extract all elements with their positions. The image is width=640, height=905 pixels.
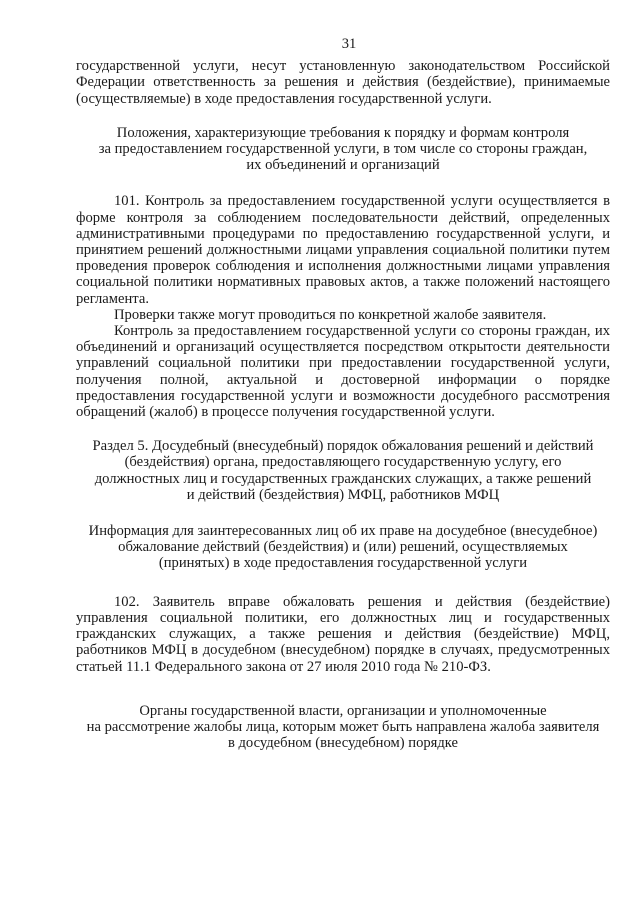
- heading-information-rights: [76, 523, 610, 572]
- heading-line: в досудебном (внесудебном) порядке: [227, 735, 459, 752]
- heading-authorities: [76, 703, 610, 752]
- heading-line: Раздел 5. Досудебный (внесудебный) порядок обжалования решений и действий: [92, 438, 594, 455]
- paragraph-101: 101. Контроль за предоставлением государственной услуги осуществляется в форме контроля за соблюдением последовательности действий, определенных административными процедурами по предоставлению государственной услуги, и принятием решений должностными лицами управления социальной политики путем проведения проверок соблюдения и исполнения должностными лицами управления социальной политики нормативных правовых актов, а также положений настоящего регламента.: [76, 193, 610, 307]
- paragraph-checks: Проверки также могут проводиться по конкретной жалобе заявителя.: [114, 306, 547, 323]
- heading-line: и действий (бездействия) МФЦ, работников МФЦ: [186, 486, 500, 503]
- document-page: [76, 36, 610, 751]
- paragraph-citizen-control: Контроль за предоставлением государственной услуги со стороны граждан, их объединений и организаций осуществляется посредством открытости деятельности управлений социальной политики при предоставлении государственной услуги, получения полной, актуальной и достоверной информации о порядке предоставления государственной услуги и возможности досудебного рассмотрения обращений (жалоб) в процессе получения государственной услуги.: [76, 323, 610, 421]
- heading-line: (принятых) в ходе предоставления государственной услуги: [158, 555, 528, 572]
- heading-line: должностных лиц и государственных гражданских служащих, а также решений: [94, 470, 592, 487]
- heading-control-provisions: [76, 125, 610, 174]
- heading-section-5: [76, 438, 610, 503]
- heading-line: Информация для заинтересованных лиц об их праве на досудебное (внесудебное): [88, 523, 598, 540]
- paragraph-102: 102. Заявитель вправе обжаловать решения и действия (бездействие) управления социальной политики, его должностных лиц и государственных гражданских служащих, а также решения и действия (бездействие) МФЦ, работников МФЦ в досудебном (внесудебном) порядке в случаях, предусмотренных статьей 11.1 Федерального закона от 27 июля 2010 года № 210-ФЗ.: [76, 593, 610, 675]
- heading-line: Положения, характеризующие требования к порядку и формам контроля: [116, 124, 570, 141]
- heading-line: обжалование действий (бездействия) и (или) решений, осуществляемых: [118, 539, 568, 556]
- heading-line: за предоставлением государственной услуги, в том числе со стороны граждан,: [98, 141, 588, 158]
- heading-line: Органы государственной власти, организации и уполномоченные: [139, 702, 547, 719]
- heading-line: на рассмотрение жалобы лица, которым может быть направлена жалоба заявителя: [86, 718, 600, 735]
- heading-line: (бездействия) органа, предоставляющего государственную услугу, его: [124, 454, 562, 471]
- continuation-paragraph: государственной услуги, несут установленную законодательством Российской Федерации ответственность за решения и действия (бездействие), принимаемые (осуществляемые) в ходе предоставления государственной услуги.: [76, 58, 610, 107]
- page-number: 31: [341, 36, 357, 52]
- heading-line: их объединений и организаций: [246, 157, 440, 174]
